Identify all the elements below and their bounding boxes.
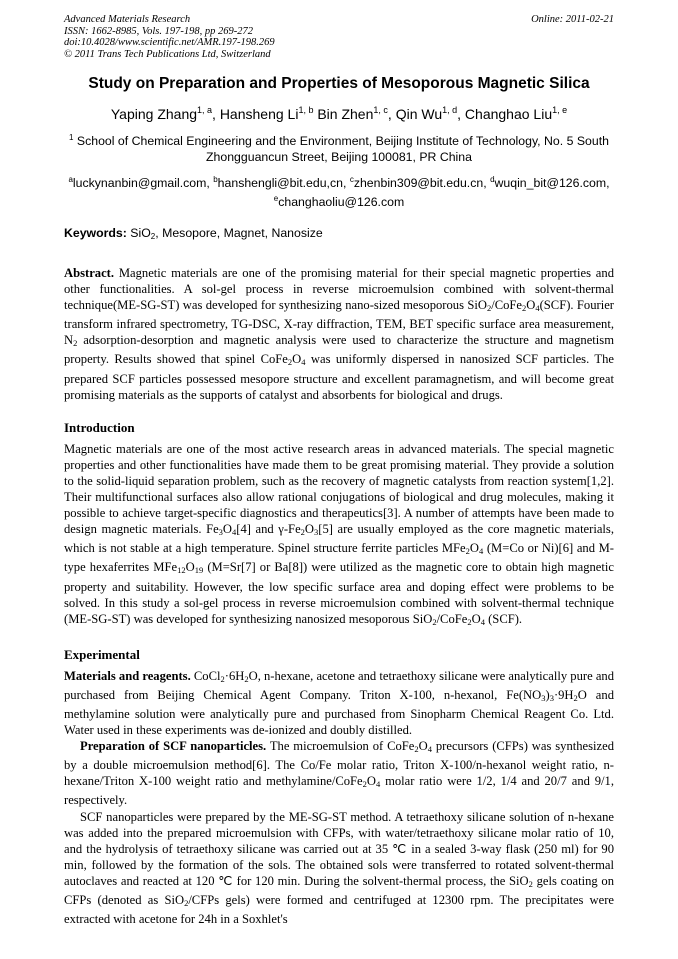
- affiliation-text: School of Chemical Engineering and the Environment, Beijing Institute of Technology, No. 5 South Zhongguancun Street, Beijing 100081, PR China: [76, 134, 609, 164]
- keywords-text: SiO$_2$, Mesopore, Magnet, Nanosize: [130, 226, 323, 241]
- journal-header: [64, 14, 614, 60]
- abstract: [64, 265, 614, 403]
- section-heading-introduction: Introduction: [64, 419, 135, 435]
- author-affiliation-marker: 1, a: [197, 105, 213, 115]
- email-marker: a: [68, 175, 73, 184]
- author-name: Changhao Liu: [464, 106, 553, 122]
- author-list: Yaping Zhang$^{1, a}$, Hansheng Li$^{1, b}$ Bin Zhen$^{1, c}$, Qin Wu$^{1, d}$, Changhao Liu$^{1, e}$: [110, 105, 568, 122]
- introduction-paragraph: Magnetic materials are one of the most active research areas in advanced materials. The special magnetic properties and other functionalities have made them to be great promising material. They provide a solution to the solid-liquid separation problem, such as the recovery of magnetic catalysts from reaction system[1,2]. Their multifunctional surfaces also allow rational conjugations of biological and drug molecules, making it possible to achieve target-specific diagnostics and therapeutics[3]. A number of attempts have been made to design magnetic materials. $Fe_3O_4[4]$ and $\gamma-Fe_2O_3[5]$ are usually employed as the core magnetic materials, which is not stable at a high temperature. Spinel structure ferrite particles $MFe_2O_4$ (M=Co or Ni)[6] and M-type hexaferrites $MFe_{12}O_{19}$ (M=Sr[7] or Ba[8]) were utilized as the magnetic core to obtain high magnetic property and suitability. However, the low specific surface area and doping effect were problems to be solved. In this study a sol-gel process in reverse microemulsion combined with solvent-thermal technique (ME-SG-ST) was developed for synthesizing nanosized mesoporous $SiO_2/CoFe_2O_4$ (SCF).: [64, 441, 614, 627]
- author-name: Yaping Zhang: [110, 106, 198, 122]
- author-affiliation-marker: 1, c: [373, 105, 388, 115]
- author-name: Qin Wu: [395, 106, 443, 122]
- journal-info: [64, 14, 275, 60]
- author-affiliation-marker: 1, d: [442, 105, 458, 115]
- journal-issn: ISSN: 1662-8985, Vols. 197-198, pp 269-272: [64, 25, 253, 37]
- email-address: hanshengli@bit.edu,cn: [217, 176, 343, 190]
- preparation-paragraph: [64, 738, 614, 808]
- email-marker: e: [273, 194, 279, 203]
- email-marker: b: [213, 175, 218, 184]
- materials-text: $CoCl_2\cdot 6H_2O$, n-hexane, acetone and tetraethoxy silicane were analytically pure and purchased from Beijing Chemical Agent Company. Triton X-100, n-hexanol, $Fe(NO_3)_3\cdot 9H_2O$ and methylamine solution were analytically pure and purchased from Sinopharm Chemical Reagent Co. Ltd. Water used in these experiments was de-ionized and doubly distilled.: [64, 668, 615, 738]
- affiliation-marker: 1: [69, 133, 74, 142]
- email-marker: c: [349, 175, 354, 184]
- keywords: [64, 225, 614, 245]
- abstract-text: Magnetic materials are one of the promising material for their special magnetic properties and other functionalities. A sol-gel process in reverse microemulsion combined with solvent-thermal technique(ME-SG-ST) was developed for synthesizing nano-sized mesoporous $SiO_2/CoFe_2O_4(SCF)$. Fourier transform infrared spectrometry, TG-DSC, X-ray diffraction, TEM, BET specific surface area measurement, $N_2$ adsorption-desorption and magnetic analysis were used to characterize the structure and magnetism property. Results showed that spinel $CoFe_2O_4$ was uniformly dispersed in nanosized SCF particles. The prepared SCF particles possessed mesopore structure and excellent paramagnetism, and will become great promising materials as the supports of catalyst and absorbents for biological and drugs.: [64, 266, 614, 402]
- author-affiliation-marker: 1, e: [552, 105, 568, 115]
- email-address: luckynanbin@gmail.com: [72, 176, 207, 190]
- section-heading-experimental: Experimental: [64, 646, 140, 662]
- email-address: wuqin_bit@126.com: [494, 176, 607, 190]
- paper-title: Study on Preparation and Properties of Mesoporous Magnetic Silica: [88, 75, 590, 92]
- author-affiliation-marker: 1, b: [298, 105, 314, 115]
- preparation-text: The microemulsion of $CoFe_2O_4$ precursors (CFPs) was synthesized by a double microemulsion method[6]. The Co/Fe molar ratio, Triton X-100/n-hexanol weight ratio, n-hexane/Triton X-100 weight ratio and methylamine/$CoFe_2O_4$ molar ratio were 1/2, 1/4 and 20/7 and 9/1, respectively.: [64, 739, 615, 808]
- author-name: Bin Zhen: [317, 106, 374, 122]
- materials-label: Materials and reagents.: [64, 668, 191, 683]
- email-marker: d: [490, 175, 495, 184]
- affiliation: [64, 130, 614, 165]
- author-name: Hansheng Li: [219, 106, 299, 122]
- online-date: Online: 2011-02-21: [531, 14, 614, 25]
- keywords-label: Keywords:: [64, 226, 127, 240]
- email-address: zhenbin309@bit.edu.cn: [353, 176, 484, 190]
- preparation-label: Preparation of SCF nanoparticles.: [80, 739, 267, 754]
- email-address: changhaoliu@126.com: [278, 195, 405, 209]
- email-list: $^a$luckynanbin@gmail.com, $^b$hanshengli@bit.edu,cn, $^c$zhenbin309@bit.edu.cn, $^d$wuqin_bit@126.com, $^e$changhaoliu@126.com: [68, 175, 610, 209]
- materials-paragraph: [64, 668, 614, 738]
- journal-copyright: © 2011 Trans Tech Publications Ltd, Switzerland: [64, 48, 271, 60]
- journal-name: Advanced Materials Research: [64, 14, 191, 25]
- journal-doi: doi:10.4028/www.scientific.net/AMR.197-198.269: [64, 37, 275, 48]
- abstract-label: Abstract.: [64, 266, 115, 280]
- scf-paragraph: SCF nanoparticles were prepared by the ME-SG-ST method. A tetraethoxy silicane solution of n-hexane was added into the prepared microemulsion with CFPs, with water/tetraethoxy silicane molar ratio of 10, and the hydrolysis of tetraethoxy silicane was carried out at 35 ℃ in a sealed 3-way flask (250 ml) for 90 min, followed by the formation of the sols. The obtained sols were transferred to rotated solvent-thermal autoclaves and reacted at 120 ℃ for 120 min. During the solvent-thermal process, the SiO$_2$ gels coating on CFPs (denoted as SiO$_2$/CFPs gels) were formed and centrifuged at 12300 rpm. The precipitates were extracted with acetone for 24h in a Soxhlet's: [64, 809, 615, 927]
